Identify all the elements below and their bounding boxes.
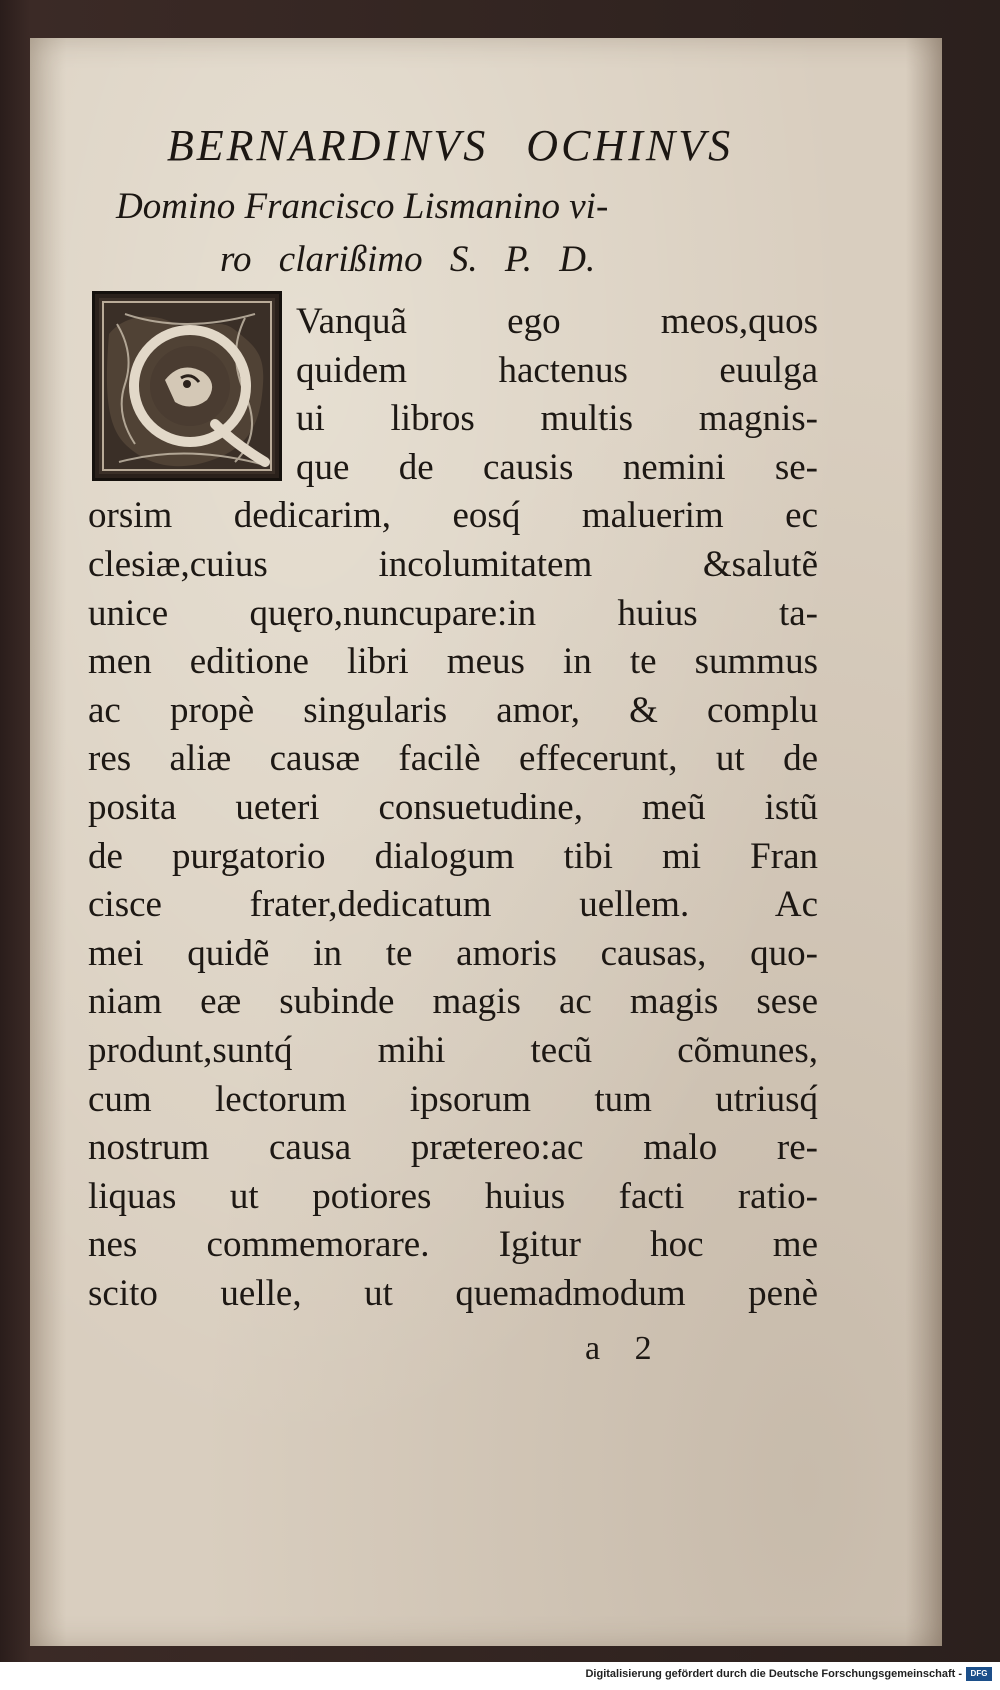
text-line: unice quęro,nuncupare:in huius ta- [88, 592, 818, 634]
text-line: res aliæ causæ facilè effecerunt, ut de [88, 738, 818, 780]
text-line: quidem hactenus euulga [296, 349, 818, 391]
title-dedication-line1: Domino Francisco Lismanino vi- [116, 186, 609, 227]
text-line: men editione libri meus in te summus [88, 641, 818, 683]
book-page [30, 38, 942, 1646]
text-line: de purgatorio dialogum tibi mi Fran [88, 835, 818, 877]
text-line: clesiæ,cuius incolumitatem &salutẽ [88, 543, 818, 585]
text-line: scito uelle, ut quemadmodum penè [88, 1272, 818, 1314]
text-line: Vanquã ego meos,quos [296, 301, 818, 342]
dfg-logo: DFG [966, 1667, 992, 1681]
signature-mark: a 2 [585, 1330, 652, 1367]
text-line: ui libros multis magnis- [296, 398, 818, 440]
text-line: nostrum causa prætereo:ac malo re- [88, 1127, 818, 1169]
footer-credit: Digitalisierung gefördert durch die Deutsche Forschungsgemeinschaft - [585, 1668, 962, 1680]
text-line: mei quidẽ in te amoris causas, quo- [88, 932, 818, 974]
text-line: cisce frater,dedicatum uellem. Ac [88, 884, 818, 926]
text-line: niam eæ subinde magis ac magis sese [88, 981, 818, 1023]
text-line: liquas ut potiores huius facti ratio- [88, 1175, 818, 1217]
text-line: cum lectorum ipsorum tum utriusq́ [88, 1078, 818, 1120]
text-line: posita ueteri consuetudine, meũ istũ [88, 786, 818, 828]
text-line: que de causis nemini se- [296, 446, 818, 488]
text-line: nes commemorare. Igitur hoc me [88, 1224, 818, 1266]
text-line: ac propè singularis amor, & complu [88, 689, 818, 731]
text-line: orsim dedicarim, eosq́ maluerim ec [88, 495, 818, 537]
title-author: BERNARDINVS OCHINVS [166, 121, 734, 170]
text-line: produnt,suntq́ mihi tecũ cõmunes, [88, 1029, 818, 1071]
body-text [88, 298, 818, 1318]
digitization-footer [0, 1662, 1000, 1690]
title-dedication-line2: ro clarißimo S. P. D. [220, 239, 596, 280]
